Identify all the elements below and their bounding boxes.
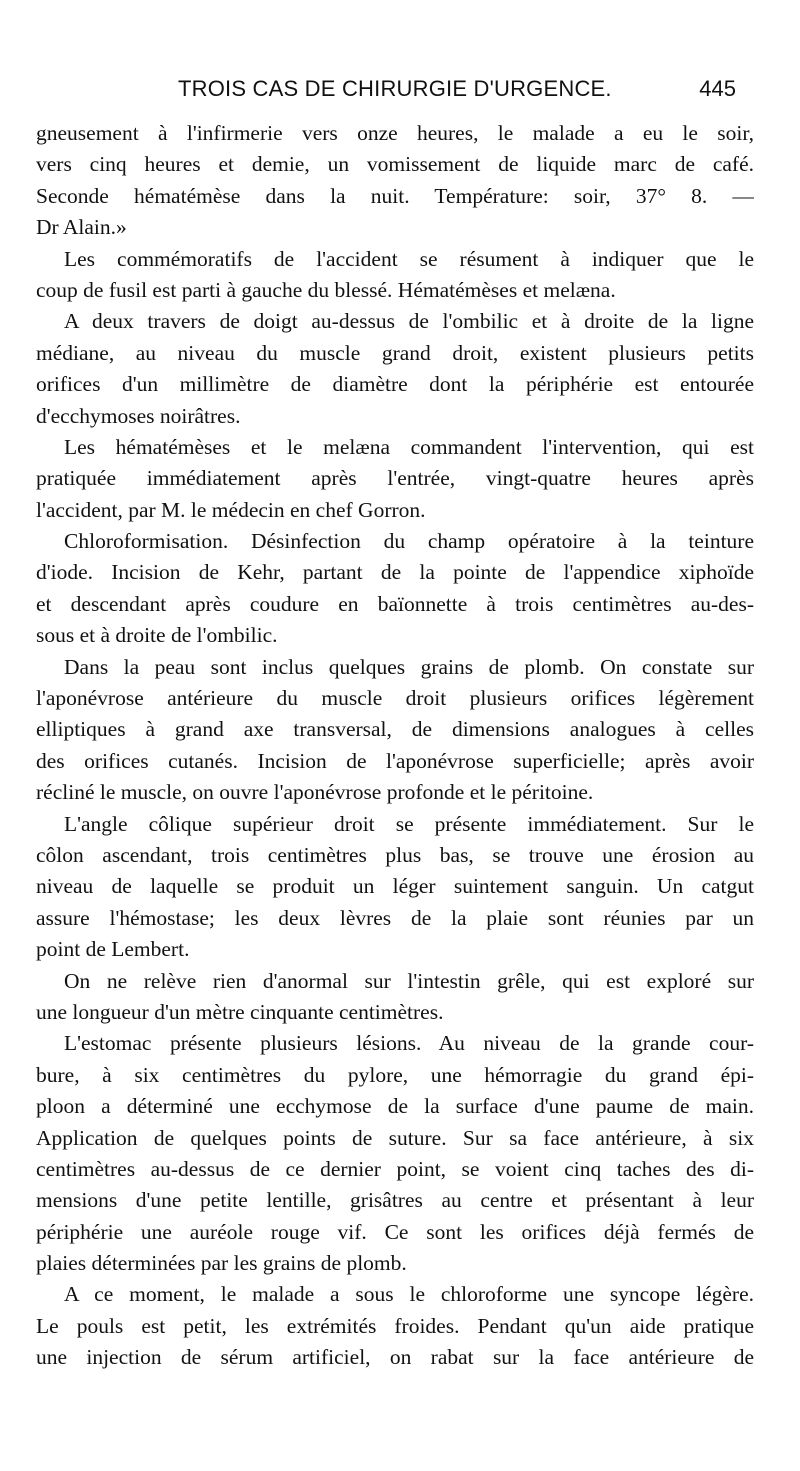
text-line: l'accident, par M. le médecin en chef Gorron.: [36, 497, 426, 522]
running-title: TROIS CAS DE CHIRURGIE D'URGENCE.: [178, 76, 612, 101]
text-line: une injection de sérum artificiel, on rabat sur la face antérieure de: [36, 1345, 754, 1370]
text-line: côlon ascendant, trois centimètres plus bas, se trouve une érosion au: [36, 842, 754, 867]
text-line: L'angle côlique supérieur droit se présente immédiatement. Sur le: [64, 811, 754, 836]
body-text: [36, 118, 754, 1374]
text-line: d'ecchymoses noirâtres.: [36, 403, 241, 428]
text-line: Dr Alain.»: [36, 215, 127, 240]
text-line: plaies déterminées par les grains de plomb.: [36, 1251, 407, 1276]
text-line: l'aponévrose antérieure du muscle droit plusieurs orifices légèrement: [36, 686, 754, 711]
text-line: niveau de laquelle se produit un léger suintement sanguin. Un catgut: [36, 874, 754, 899]
text-line: assure l'hémostase; les deux lèvres de la plaie sont réunies par un: [36, 905, 754, 930]
text-line: point de Lembert.: [36, 937, 190, 962]
text-line: A deux travers de doigt au-dessus de l'ombilic et à droite de la ligne: [64, 309, 754, 334]
text-line: une longueur d'un mètre cinquante centimètres.: [36, 999, 444, 1024]
text-line: pratiquée immédiatement après l'entrée, vingt-quatre heures après: [36, 466, 754, 491]
text-line: coup de fusil est parti à gauche du blessé. Hématémèses et melæna.: [36, 277, 616, 302]
text-line: mensions d'une petite lentille, grisâtres au centre et présentant à leur: [36, 1188, 754, 1213]
text-line: Dans la peau sont inclus quelques grains de plomb. On constate sur: [64, 654, 754, 679]
text-line: vers cinq heures et demie, un vomissement de liquide marc de café.: [36, 152, 754, 177]
text-line: sous et à droite de l'ombilic.: [36, 623, 278, 648]
text-line: médiane, au niveau du muscle grand droit, existent plusieurs petits: [36, 340, 754, 365]
text-line: bure, à six centimètres du pylore, une hémorragie du grand épi-: [36, 1062, 754, 1087]
text-line: L'estomac présente plusieurs lésions. Au niveau de la grande cour-: [64, 1031, 754, 1056]
text-line: Les hématémèses et le melæna commandent l'intervention, qui est: [64, 434, 754, 459]
text-line: elliptiques à grand axe transversal, de dimensions analogues à celles: [36, 717, 754, 742]
text-line: Application de quelques points de suture. Sur sa face antérieure, à six: [36, 1125, 754, 1150]
text-line: centimètres au-dessus de ce dernier point, se voient cinq taches des di-: [36, 1156, 754, 1181]
text-line: gneusement à l'infirmerie vers onze heures, le malade a eu le soir,: [36, 121, 754, 145]
text-line: On ne relève rien d'anormal sur l'intestin grêle, qui est exploré sur: [64, 968, 754, 993]
text-line: Seconde hématémèse dans la nuit. Température: soir, 37° 8. —: [36, 183, 754, 208]
text-line: périphérie une auréole rouge vif. Ce sont les orifices déjà fermés de: [36, 1219, 754, 1244]
text-line: récliné le muscle, on ouvre l'aponévrose profonde et le péritoine.: [36, 780, 594, 805]
text-line: et descendant après coudure en baïonnette à trois centimètres au-des-: [36, 591, 754, 616]
text-line: des orifices cutanés. Incision de l'aponévrose superficielle; après avoir: [36, 748, 754, 773]
text-line: A ce moment, le malade a sous le chloroforme une syncope légère.: [64, 1282, 754, 1307]
text-line: Le pouls est petit, les extrémités froides. Pendant qu'un aide pratique: [36, 1313, 754, 1338]
page-number: 445: [699, 76, 736, 101]
text-line: d'iode. Incision de Kehr, partant de la pointe de l'appendice xiphoïde: [36, 560, 754, 585]
text-line: Chloroformisation. Désinfection du champ opératoire à la teinture: [64, 529, 754, 554]
text-line: Les commémoratifs de l'accident se résument à indiquer que le: [64, 246, 754, 271]
text-line: orifices d'un millimètre de diamètre dont la périphérie est entourée: [36, 372, 754, 397]
text-line: ploon a déterminé une ecchymose de la surface d'une paume de main.: [36, 1094, 754, 1119]
page-header: [36, 76, 736, 110]
